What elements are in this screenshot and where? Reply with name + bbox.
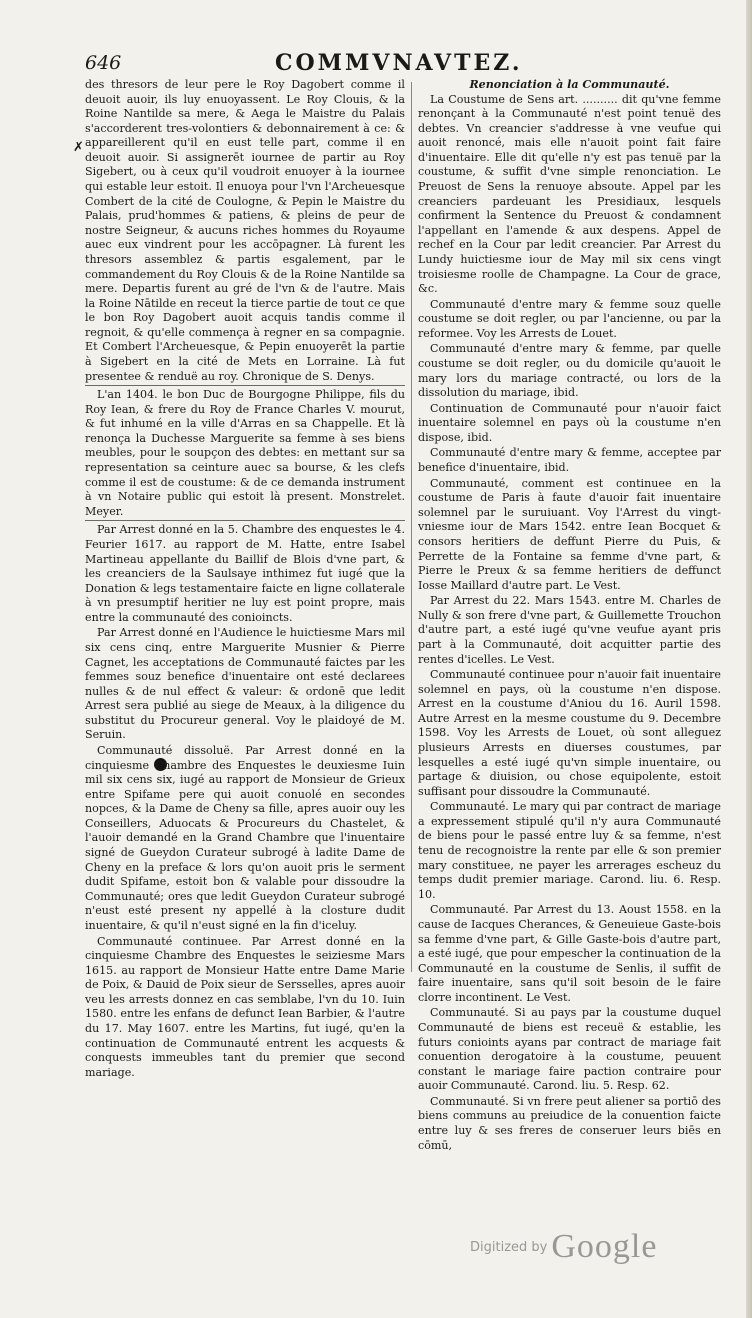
column-divider — [411, 82, 412, 972]
pen-mark: ✗ — [73, 140, 84, 155]
page-number: 646 — [85, 52, 122, 74]
right-paragraph: Communauté d'entre mary & femme, acceptee par benefice d'inuentaire, ibid. — [418, 446, 721, 475]
right-paragraph: Par Arrest du 22. Mars 1543. entre M. Charles de Nully & son frere d'vne part, & Guillemette Trouchon d'autre part, a esté iugé qu'vne veufue ayant pris part à la Communauté, doit acquitter partie des rentes d'icelles. Le Vest. — [418, 594, 721, 666]
google-logo: Google — [551, 1228, 658, 1265]
left-column — [85, 78, 405, 1081]
right-paragraph: Communauté. Si au pays par la coustume duquel Communauté de biens est receuë & establie, les futurs conioints ayans par contract de mariage fait conuention derogatoire à la coustume, peuuent constant le mariage faire paction contraire pour auoir Communauté. Carond. liu. 5. Resp. 62. — [418, 1006, 721, 1093]
right-paragraph: Communauté. Le mary qui par contract de mariage a expressement stipulé qu'il n'y aura Communauté de biens pour le passé entre luy & sa femme, n'est tenu de recognoistre la rente par elle & son premier mary constituee, ne payer les arrerages escheuz du temps dudit premier mariage. Carond. liu. 6. Resp. 10. — [418, 800, 721, 901]
left-paragraph-continued: des thresors de leur pere le Roy Dagobert comme il deuoit auoir, ils luy enuoyassent. Le Roy Clouis, & la Roine Nantilde sa mere, & Aega le Maistre du Palais s'accorderent tres-volontiers & debonnairement à ce: & appareillerent qu'il en eust telle part, comme il en deuoit auoir. Si assignerēt iournee de partir au Roy Sigebert, ou à ceux qu'il voudroit enuoyer à la iournee qui estable leur estoit. Il enuoya pour l'vn l'Archeuesque Combert de la cité de Coulogne, & Pepin le Maistre du Palais, prud'hommes & patiens, & pleins de peur de nostre Seigneur, & aucuns riches hommes du Royaume auec eux vindrent pour les accōpagner. Là furent les thresors assemblez & partis esgalement, par le commandement du Roy Clouis & de la Roine Nantilde sa mere. Departis furent au gré de l'vn & de l'autre. Mais la Roine Nātilde en receut la tierce partie de tout ce que le bon Roy Dagobert auoit acquis tandis comme il regnoit, & qu'elle commença à regner en sa compagnie. Et Combert l'Archeuesque, & Pepin enuoyerēt la partie à Sigebert en la cité de Mets en Lorraine. Là fut presentee & renduë au roy. Chronique de S. Denys. — [85, 78, 405, 383]
right-paragraph: Communauté, comment est continuee en la coustume de Paris à faute d'auoir fait inuentaire solemnel par le suruiuant. Voy l'Arrest du vingt-vniesme iour de Mars 1542. entre Iean Bocquet & consors heritiers de deffunt Pierre du Puis, & Perrette de la Fontaine sa femme d'vne part, & Pierre le Preux & sa femme heritiers de deffunct Iosse Maillard d'autre part. Le Vest. — [418, 476, 721, 592]
left-paragraph: Communauté dissoluë. Par Arrest donné en la cinquiesme Chambre des Enquestes le deuxiesme Iuin mil six cens six, iugé au rapport de Monsieur de Grieux entre Spifame pere qui auoit conuolé en secondes nopces, & la Dame de Cheny sa fille, apres auoir ouy les Conseillers, Aduocats & Procureurs du Chastelet, & l'auoir demandé en la Grand Chambre que l'inuentaire signé de Gueydon Curateur subrogé à ladite Dame de Cheny en la preface & lors qu'on auoit pris le serment dudit Spifame, estoit bon & valable pour dissoudre la Communauté; ores que ledit Gueydon Curateur subrogé n'eust esté present ny appellé à la closture dudit inuentaire, & qu'il n'eust signé en la fin d'iceluy. — [85, 744, 405, 932]
page-edge — [746, 0, 752, 1318]
right-paragraph: Continuation de Communauté pour n'auoir faict inuentaire solemnel en pays où la coustume n'en dispose, ibid. — [418, 401, 721, 444]
left-paragraph: L'an 1404. le bon Duc de Bourgogne Philippe, fils du Roy Iean, & frere du Roy de France Charles V. mourut, & fut inhumé en la ville d'Arras en sa Chappelle. Et là renonça la Duchesse Marguerite sa femme à ses biens meubles, pour le soupçon des debtes: en mettant sur sa representation sa ceinture auec sa bourse, & les clefs comme il est de coustume: & de ce demanda instrument à vn Notaire public qui estoit là present. Monstrelet. Meyer. — [85, 388, 405, 518]
right-paragraph: La Coustume de Sens art. .......... dit qu'vne femme renonçant à la Communauté n'est point tenuë des debtes. Vn creancier s'addresse à vne veufue qui auoit renoncé, mais elle n'auoit point fait faire d'inuentaire. Elle dit qu'elle n'y est pas tenuë par la coustume, & suffit d'vne simple renonciation. Le Preuost de Sens la renuoye absoute. Appel par les creanciers pardeuant les Presidiaux, lesquels confirment la Sentence du Preuost & condamnent l'appellant en l'amende & aux despens. Appel de rechef en la Cour par ledit creancier. Par Arrest du Lundy huictiesme iour de May mil six cens vingt troisiesme roolle de Champagne. La Cour de grace, &c. — [418, 92, 721, 296]
watermark-prefix: Digitized by — [470, 1239, 548, 1255]
running-head: COMMVNAVTEZ. — [275, 50, 523, 76]
right-column — [418, 78, 721, 1154]
left-paragraph: Par Arrest donné en la 5. Chambre des enquestes le 4. Feurier 1617. au rapport de M. Hatte, entre Isabel Martineau appellante du Baillif de Blois d'vne part, & les creanciers de la Saulsaye inthimez fut iugé que la Donation & legs testamentaire faicte en ligne collaterale à vn presumptif heritier ne luy est point propre, mais entre la communauté des conioincts. — [85, 523, 405, 624]
right-paragraph: Communauté continuee pour n'auoir fait inuentaire solemnel en pays, où la coustume n'en dispose. Arrest en la coustume d'Aniou du 16. Auril 1598. Autre Arrest en la mesme coustume du 9. Decembre 1598. Voy les Arrests de Louet, où sont alleguez plusieurs Arrests en diuerses coustumes, par lesquelles a esté iugé qu'vn simple inuentaire, ou partage & diuision, ou chose equipolente, estoit suffisant pour dissoudre la Communauté. — [418, 668, 721, 798]
paragraph-rule — [85, 520, 405, 521]
left-paragraph: Par Arrest donné en l'Audience le huictiesme Mars mil six cens cinq, entre Marguerite Musnier & Pierre Cagnet, les acceptations de Communauté faictes par les femmes souz benefice d'inuentaire ont esté declarees nulles & de nul effect & valeur: & ordonē que ledit Arrest sera publié au siege de Meaux, à la diligence du substitut du Procureur general. Voy le plaidoyé de M. Seruin. — [85, 626, 405, 742]
section-heading: Renonciation à la Communauté. — [469, 78, 670, 91]
left-paragraph: Communauté continuee. Par Arrest donné en la cinquiesme Chambre des Enquestes le seiziesme Mars 1615. au rapport de Monsieur Hatte entre Dame Marie de Poix, & Dauid de Poix sieur de Sersselles, apres auoir veu les arrests donnez en cas semblabe, l'vn du 10. Iuin 1580. entre les enfans de defunct Iean Barbier, & l'autre du 17. May 1607. entre les Martins, fut iugé, qu'en la continuation de Communauté entrent les acquests & conquests immeubles tant du premier que second mariage. — [85, 934, 405, 1079]
page-header — [85, 52, 721, 78]
paragraph-rule — [85, 385, 405, 386]
digitization-watermark — [470, 1228, 657, 1266]
right-paragraph: Communauté d'entre mary & femme souz quelle coustume se doit regler, ou par l'ancienne, ou par la reformee. Voy les Arrests de Louet. — [418, 297, 721, 340]
right-paragraph: Communauté d'entre mary & femme, par quelle coustume se doit regler, ou du domicile qu'auoit le mary lors du mariage contracté, ou lors de la dissolution du mariage, ibid. — [418, 342, 721, 400]
right-paragraph: Communauté. Si vn frere peut aliener sa portiō des biens communs au preiudice de la conuention faicte entre luy & ses freres de conseruer leurs biēs en cōmū, — [418, 1094, 721, 1152]
right-paragraph: Communauté. Par Arrest du 13. Aoust 1558. en la cause de Iacques Cherances, & Geneuieue Gaste-bois sa femme d'vne part, & Gille Gaste-bois d'autre part, a esté iugé, que pour empescher la continuation de la Communauté en la coustume de Senlis, il suffit de faire inuentaire, sans qu'il soit besoin de le faire clorre incontinent. Le Vest. — [418, 903, 721, 1004]
